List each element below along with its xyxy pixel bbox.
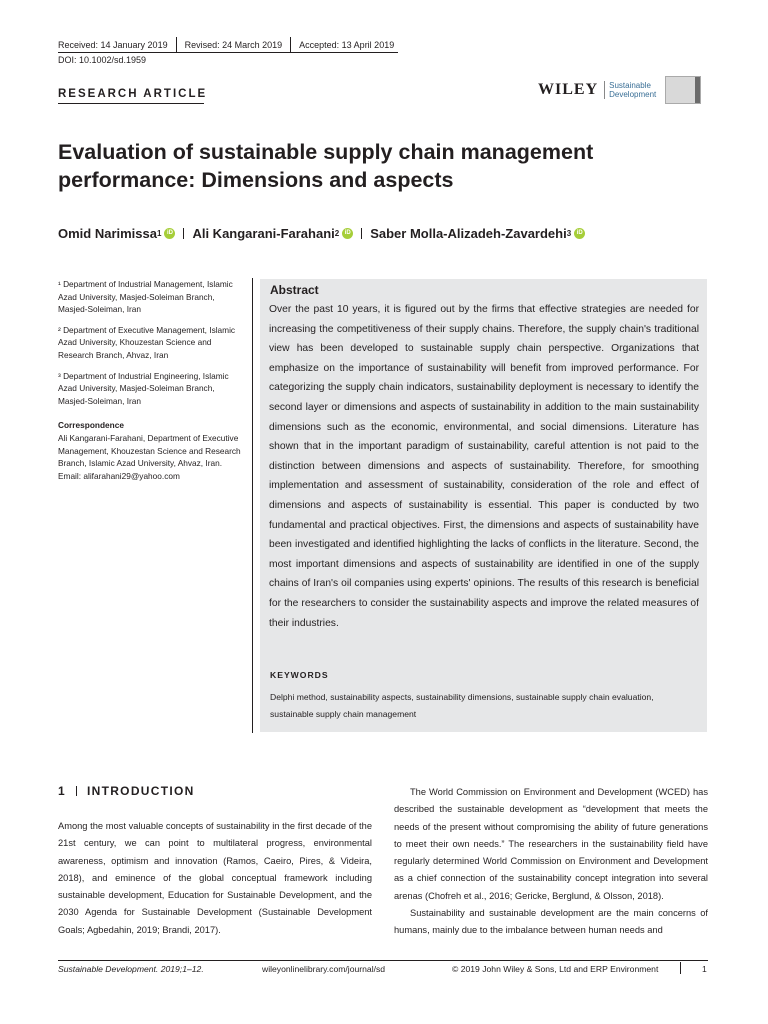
body-column-right <box>394 784 708 940</box>
date-separator <box>176 37 177 52</box>
section-number: 1 <box>58 784 66 798</box>
abstract-heading: Abstract <box>270 283 319 297</box>
doi[interactable]: DOI: 10.1002/sd.1959 <box>58 55 147 65</box>
author-name[interactable]: Saber Molla-Alizadeh-Zavardehi <box>370 226 567 241</box>
orcid-icon[interactable]: iD <box>342 228 353 239</box>
abstract-text: Over the past 10 years, it is figured out by the firms that effective strategies are needed for increasing the competitiveness of their supply chains. Therefore, the supply chain's traditional view has been developed to sustainable supply chain perspective. Organizations that emphasize on the importance of sustainability will benefit from improved performance. For categorizing the supply chain indicators, sustainability deployment is necessary to identify the second layer or dimensions and aspects of sustainability in addition to the main sustainability dimensions such as the economic, environmental, and social dimensions. Literature has shown that in the important paradigm of sustainability, careful attention is not paid to the distinction between dimensions and aspects of sustainability. Therefore, for smoothing implementation and assessment of sustainability, consideration of the role and effect of dimensions and aspects of sustainability is essential. This paper is conducted by two fundamental and practical objectives. First, the dimensions and aspects of sustainability have been investigated and identified highlighting the lacks of conflicts in the literature. Second, the most important dimensions and aspects of sustainability are identified in one of the supply chains of Iran's oil companies using experts' opinions. The results of this research is beneficial for the researchers to consider the sustainability aspects and improve the related measures of their industries. <box>269 304 699 629</box>
affiliation: ¹ Department of Industrial Management, Islamic Azad University, Masjed-Soleiman Branch, Masjed-Soleiman, Iran <box>58 279 233 315</box>
page-number: 1 <box>702 964 707 974</box>
wiley-logo: WILEY <box>538 81 599 98</box>
publisher-logo <box>538 76 701 104</box>
keywords-text: Delphi method, sustainability aspects, sustainability dimensions, sustainable supply chain evaluation, sustainable supply chain management <box>270 692 654 719</box>
paragraph: The World Commission on Environment and Development (WCED) has described the sustainable development as “development that meets the needs of the present without compromising the ability of future generations to meet their own needs.” The researchers in the sustainability field have regularly determined World Commission on Environment and Development as a chief connection of the sustainability concept integration into several arenas (Chofreh et al., 2016; Gericke, Berglund, & Olsson, 2018). <box>394 787 708 901</box>
author-name[interactable]: Omid Narimissa <box>58 226 157 241</box>
section-title: INTRODUCTION <box>86 784 195 798</box>
accepted-date: Accepted: 13 April 2019 <box>299 39 395 50</box>
correspondence-text: Ali Kangarani-Farahani, Department of Executive Management, Khouzestan Science and Research Branch, Islamic Azad University, Ahvaz, Iran. <box>58 432 241 469</box>
publication-dates <box>58 37 394 52</box>
journal-logo: Sustainable Development <box>604 81 661 99</box>
footer-copyright: © 2019 John Wiley & Sons, Ltd and ERP Environment <box>452 964 659 974</box>
article-type: RESEARCH ARTICLE <box>58 88 208 100</box>
correspondence-email[interactable]: Email: alifarahani29@yahoo.com <box>58 470 180 481</box>
author-name[interactable]: Ali Kangarani-Farahani <box>192 226 335 241</box>
footer-rule <box>58 960 708 961</box>
orcid-icon[interactable]: iD <box>164 228 175 239</box>
correspondence-heading: Correspondence <box>58 420 124 431</box>
date-separator <box>290 37 291 52</box>
revised-date: Revised: 24 March 2019 <box>184 39 283 50</box>
paragraph: Among the most valuable concepts of sustainability in the first decade of the 21st century, we can point to multilateral progress, environmental awareness, optimism and innovation (Ramos, Caeiro, Pires, & Videira, 2018), and eminence of the global conceptual framework including sustainable development, Education for Sustainable Development, and the 2030 Agenda for Sustainable Development (Sustainable Development Goals; Agbedahin, 2019; Brandi, 2017). <box>58 821 372 935</box>
footer-separator <box>680 962 681 974</box>
author-separator <box>183 228 184 239</box>
affiliation: ³ Department of Industrial Engineering, Islamic Azad University, Masjed-Soleiman Branch, Masjed-Soleiman, Iran <box>58 370 229 406</box>
affiliation: ² Department of Executive Management, Islamic Azad University, Khouzestan Science and Research Branch, Ahvaz, Iran <box>58 324 236 360</box>
paragraph: Sustainability and sustainable development are the main concerns of humans, mainly due to the imbalance between human needs and <box>394 908 708 936</box>
journal-cover-icon <box>665 76 701 104</box>
footer-url[interactable]: wileyonlinelibrary.com/journal/sd <box>262 964 386 974</box>
affiliations <box>58 278 244 482</box>
section-separator <box>76 786 77 796</box>
article-title: Evaluation of sustainable supply chain management performance: Dimensions and aspects <box>58 140 594 192</box>
body-column-left <box>58 818 372 939</box>
author-list: Omid Narimissa 1 iD Ali Kangarani-Farahani 2 iD Saber Molla-Alizadeh-Zavardehi 3 iD <box>58 226 591 241</box>
orcid-icon[interactable]: iD <box>574 228 585 239</box>
column-divider <box>252 278 253 733</box>
keywords-heading: KEYWORDS <box>270 670 329 680</box>
footer-journal: Sustainable Development. 2019;1–12. <box>58 964 204 974</box>
received-date: Received: 14 January 2019 <box>58 39 168 50</box>
section-heading <box>58 784 195 798</box>
article-type-rule <box>58 103 204 104</box>
header-rule <box>58 52 398 53</box>
author-separator <box>361 228 362 239</box>
